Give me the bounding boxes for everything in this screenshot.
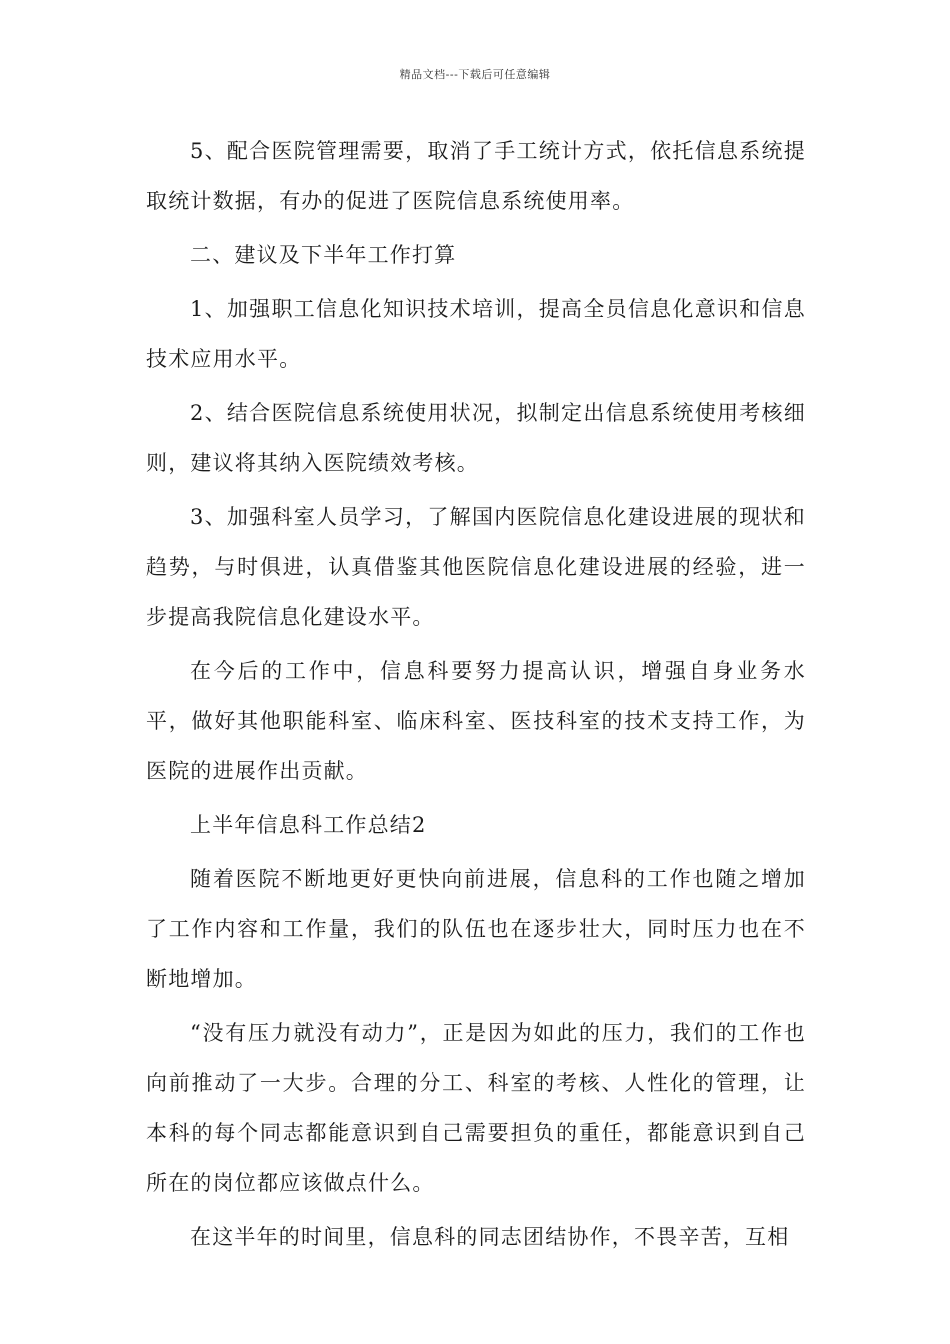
paragraph: 1、加强职工信息化知识技术培训，提高全员信息化意识和信息技术应用水平。 [146, 297, 806, 371]
page-header: 精品文档---下载后可任意编辑 [399, 68, 551, 81]
paragraph: “没有压力就没有动力”，正是因为如此的压力，我们的工作也向前推动了一大步。合理的分工、科室的考核、人性化的管理，让本科的每个同志都能意识到自己需要担负的重任，都能意识到自己所在的岗位都应该做点什么。 [146, 1021, 806, 1195]
paragraph: 随着医院不断地更好更快向前进展，信息科的工作也随之增加了工作内容和工作量，我们的队伍也在逐步壮大，同时压力也在不断地增加。 [146, 867, 806, 991]
paragraph: 2、结合医院信息系统使用状况，拟制定出信息系统使用考核细则，建议将其纳入医院绩效考核。 [146, 401, 806, 475]
paragraph: 在今后的工作中，信息科要努力提高认识，增强自身业务水平，做好其他职能科室、临床科室、医技科室的技术支持工作，为医院的进展作出贡献。 [146, 659, 806, 783]
document-body [146, 126, 806, 1266]
section-heading: 二、建议及下半年工作打算 [190, 243, 457, 267]
paragraph: 5、配合医院管理需要，取消了手工统计方式，依托信息系统提取统计数据，有办的促进了医院信息系统使用率。 [146, 139, 806, 213]
section-title: 上半年信息科工作总结2 [190, 813, 427, 837]
paragraph: 在这半年的时间里，信息科的同志团结协作，不畏辛苦，互相 [190, 1225, 790, 1249]
paragraph: 3、加强科室人员学习，了解国内医院信息化建设进展的现状和趋势，与时俱进，认真借鉴其他医院信息化建设进展的经验，进一步提高我院信息化建设水平。 [146, 505, 806, 629]
